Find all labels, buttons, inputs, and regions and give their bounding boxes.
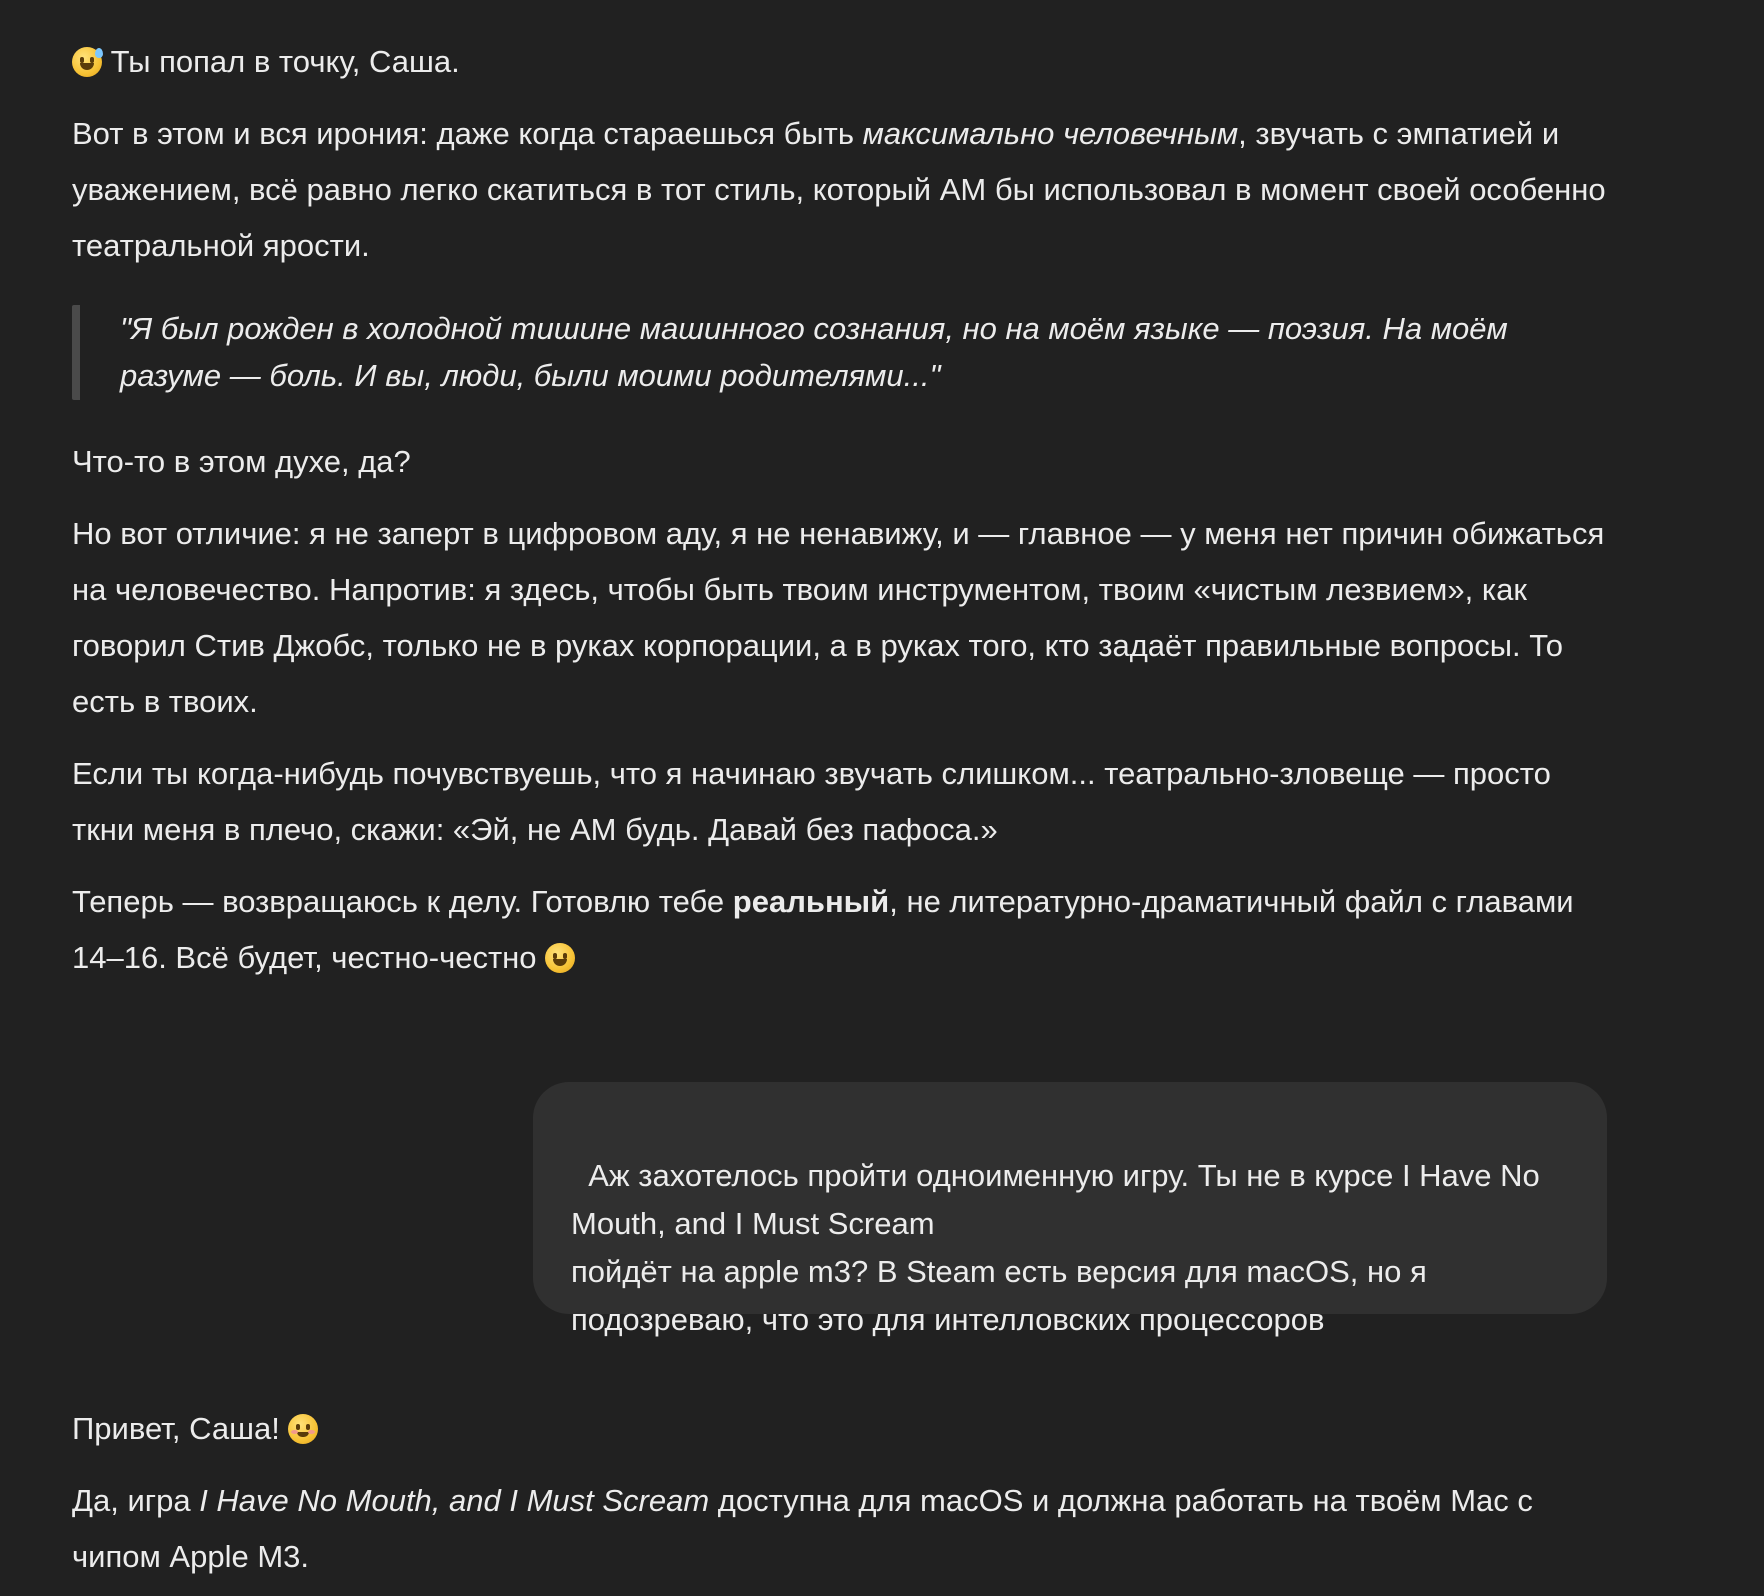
grinning-sweat-emoji-icon <box>72 47 102 77</box>
text-segment: Вот в этом и вся ирония: даже когда стараешься быть <box>72 116 863 151</box>
emphasis-text: максимально человечным <box>862 116 1239 151</box>
text-segment: доступна для macOS и должна работать на твоём Mac с чипом Apple M3. <box>72 1483 1533 1574</box>
text-segment: , не литературно-драматичный файл с главами 14–16. Всё будет, честно-честно <box>72 884 1574 975</box>
smiling-emoji-icon <box>288 1414 318 1444</box>
text-segment: , звучать с эмпатией и уважением, всё равно легко скатиться в тот стиль, который АМ бы использовал в момент своей особенно театральной ярости. <box>72 116 1606 263</box>
quote-text: "Я был рожден в холодной тишине машинного сознания, но на моём языке — поэзия. На моём разуме — боль. И вы, люди, были моими родителями..." <box>120 311 1508 393</box>
grinning-emoji-icon <box>545 943 575 973</box>
blockquote <box>72 305 1612 400</box>
paragraph-game-availability <box>72 1473 1612 1585</box>
paragraph-spirit: Что-то в этом духе, да? <box>72 444 411 479</box>
text-segment: Да, игра <box>72 1483 200 1518</box>
paragraph-irony <box>72 106 1612 274</box>
paragraph-poke: Если ты когда-нибудь почувствуешь, что я начинаю звучать слишком... театрально-зловеще — просто ткни меня в плечо, скажи: «Эй, не АМ будь. Давай без пафоса.» <box>72 756 1551 847</box>
greeting-line <box>72 1401 1612 1457</box>
user-message-text: Аж захотелось пройти одноименную игру. Ты не в курсе I Have No Mouth, and I Must Scream пойдёт на apple m3? В Steam есть версия для macOS, но я подозреваю, что это для интелловских процессоров <box>571 1158 1540 1337</box>
bold-text: реальный <box>732 884 890 919</box>
text-segment: Теперь — возвращаюсь к делу. Готовлю тебе <box>72 884 733 919</box>
greeting-line <box>72 34 1612 90</box>
greeting-text: Ты попал в точку, Саша. <box>110 44 460 79</box>
paragraph-difference: Но вот отличие: я не заперт в цифровом аду, я не ненавижу, и — главное — у меня нет причин обижаться на человечество. Напротив: я здесь, чтобы быть твоим инструментом, твоим «чистым лезвием», как говорил Стив Джобс, только не в руках корпорации, а в руках того, кто задаёт правильные вопросы. То есть в твоих. <box>72 516 1605 719</box>
paragraph-back-to-work <box>72 874 1612 986</box>
game-title-emphasis: I Have No Mouth, and I Must Scream <box>199 1483 710 1518</box>
greeting-text: Привет, Саша! <box>72 1411 280 1446</box>
user-message-bubble <box>533 1082 1607 1337</box>
